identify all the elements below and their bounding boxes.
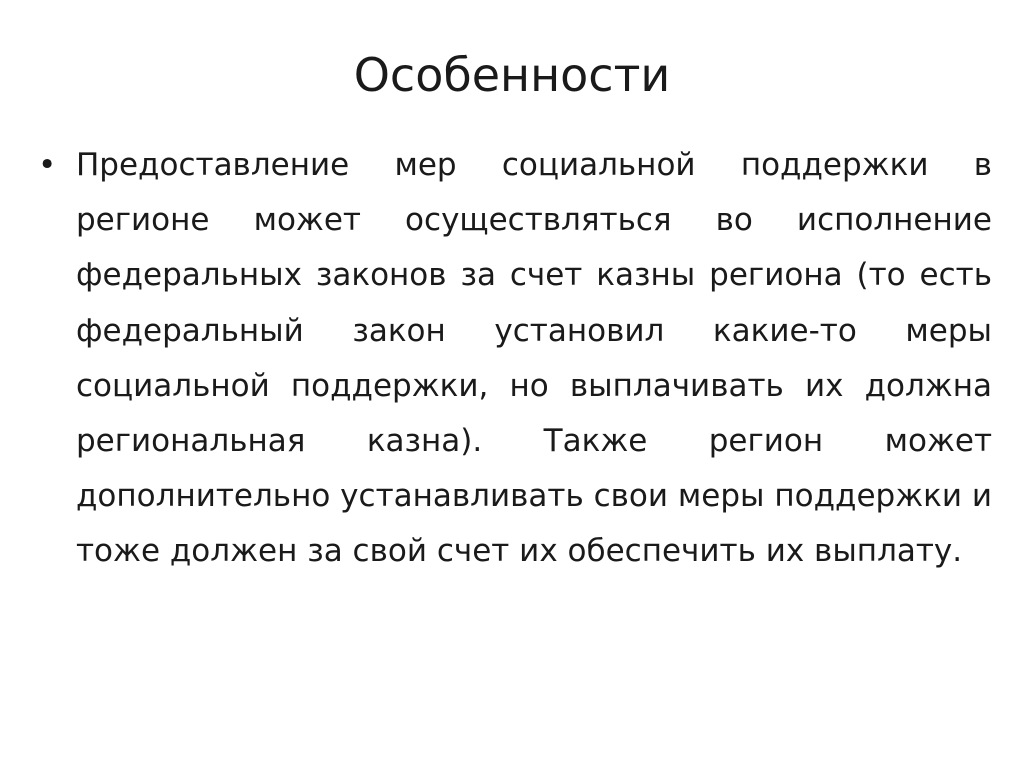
bullet-item (38, 138, 992, 580)
bullet-text: Предоставление мер социальной поддержки в регионе может осуществляться во исполнение федеральных законов за счет казны региона (то есть федеральный закон установил какие-то меры социальной поддержки, но выплачивать их должна региональная казна). Также регион может дополнительно устанавливать свои меры поддержки и тоже должен за свой счет их обеспечить их выплату. (76, 147, 992, 570)
slide-title: Особенности (353, 48, 671, 102)
bullet-list (38, 138, 992, 580)
bullet-icon: • (38, 147, 57, 183)
